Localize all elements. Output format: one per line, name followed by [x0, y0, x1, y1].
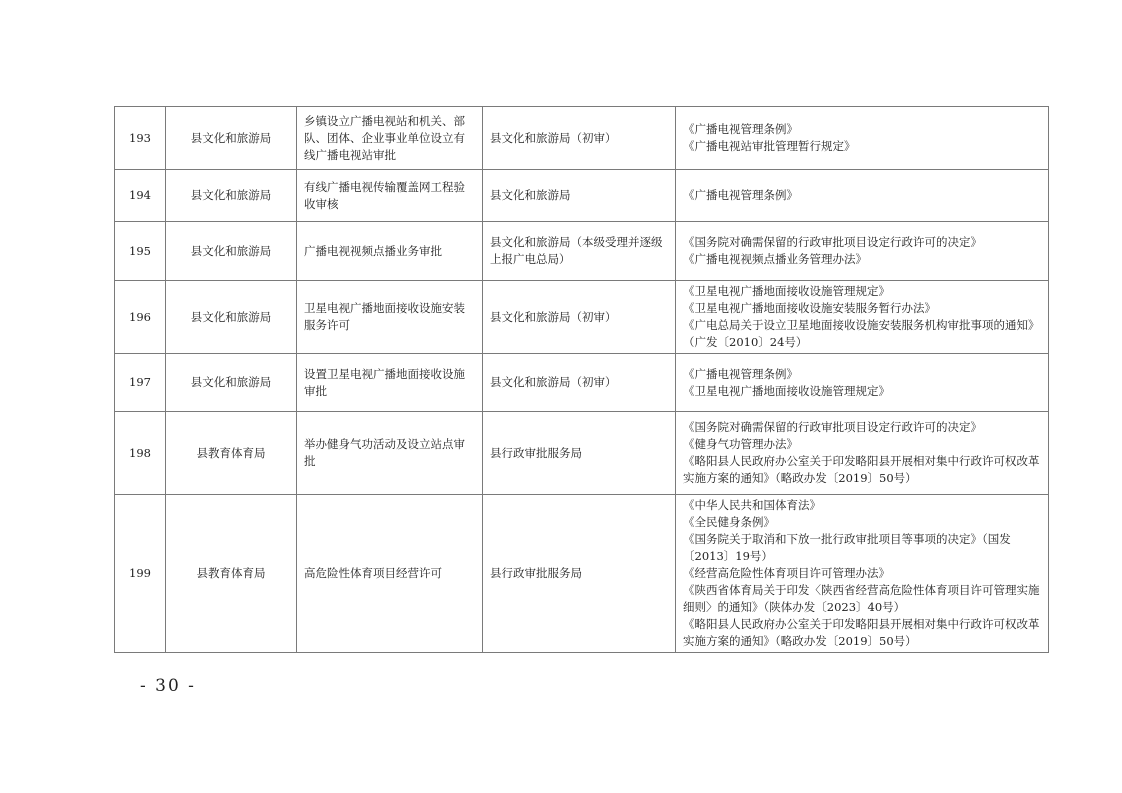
department-cell: 县文化和旅游局 — [166, 222, 297, 281]
legal-basis-cell — [676, 222, 1049, 281]
implementing-org-cell: 县行政审批服务局 — [483, 495, 676, 653]
legal-basis-line: 《广播电视管理条例》 — [683, 366, 798, 381]
legal-basis-line: 《经营高危险性体育项目许可管理办法》 — [683, 566, 890, 580]
row-number-cell: 193 — [115, 107, 166, 170]
legal-basis-line: 《国务院对确需保留的行政审批项目设定行政许可的决定》 — [683, 420, 982, 434]
department-cell: 县教育体育局 — [166, 495, 297, 653]
legal-basis-line: 《广播电视管理条例》 — [683, 188, 798, 202]
department-cell: 县文化和旅游局 — [166, 354, 297, 412]
row-number-cell: 194 — [115, 170, 166, 222]
legal-basis-line: 《国务院关于取消和下放一批行政审批项目等事项的决定》（国发〔2013〕19号） — [683, 532, 1011, 563]
page-number: - 30 - — [140, 676, 196, 696]
legal-basis-line: 《略阳县人民政府办公室关于印发略阳县开展相对集中行政许可权改革实施方案的通知》（略政办发〔2019〕50号） — [683, 617, 1040, 648]
implementing-org-cell: 县文化和旅游局（初审） — [483, 107, 676, 170]
table-row — [115, 495, 1049, 653]
legal-basis-line: 《卫星电视广播地面接收设施管理规定》 — [683, 284, 890, 298]
table-row — [115, 412, 1049, 495]
approval-item-cell: 设置卫星电视广播地面接收设施审批 — [297, 354, 483, 412]
approval-item-cell: 乡镇设立广播电视站和机关、部队、团体、企业事业单位设立有线广播电视站审批 — [297, 107, 483, 170]
legal-basis-cell — [676, 170, 1049, 222]
row-number-cell: 195 — [115, 222, 166, 281]
approval-item-cell: 有线广播电视传输覆盖网工程验收审核 — [297, 170, 483, 222]
legal-basis-cell — [676, 107, 1049, 170]
legal-basis-line: 《广播电视站审批管理暂行规定》 — [683, 139, 856, 153]
approval-item-cell: 举办健身气功活动及设立站点审批 — [297, 412, 483, 495]
legal-basis-line: 《略阳县人民政府办公室关于印发略阳县开展相对集中行政许可权改革实施方案的通知》（略政办发〔2019〕50号） — [683, 454, 1040, 485]
implementing-org-cell: 县文化和旅游局（初审） — [483, 354, 676, 412]
legal-basis-line: 《陕西省体育局关于印发〈陕西省经营高危险性体育项目许可管理实施细则〉的通知》（陕体办发〔2023〕40号） — [683, 583, 1040, 614]
approval-item-cell: 高危险性体育项目经营许可 — [297, 495, 483, 653]
legal-basis-line: 《卫星电视广播地面接收设施安装服务暂行办法》 — [683, 301, 936, 315]
implementing-org-cell: 县行政审批服务局 — [483, 412, 676, 495]
legal-basis-cell — [676, 495, 1049, 653]
legal-basis-cell — [676, 412, 1049, 495]
table-row — [115, 222, 1049, 281]
implementing-org-cell: 县文化和旅游局 — [483, 170, 676, 222]
legal-basis-line: 《中华人民共和国体育法》 — [683, 498, 821, 512]
row-number-cell: 197 — [115, 354, 166, 412]
legal-basis-cell — [676, 354, 1049, 412]
legal-basis-line: 《广播电视管理条例》 — [683, 122, 798, 136]
legal-basis-line: 《广播电视视频点播业务管理办法》 — [683, 252, 867, 266]
legal-basis-line: 《卫星电视广播地面接收设施管理规定》 — [683, 383, 890, 398]
department-cell: 县文化和旅游局 — [166, 281, 297, 354]
legal-basis-line: 《广电总局关于设立卫星地面接收设施安装服务机构审批事项的通知》（广发〔2010〕24号） — [683, 318, 1040, 349]
table-row — [115, 281, 1049, 354]
table-row — [115, 170, 1049, 222]
table-row — [115, 354, 1049, 412]
legal-basis-line: 《健身气功管理办法》 — [683, 437, 798, 451]
approval-item-cell: 广播电视视频点播业务审批 — [297, 222, 483, 281]
table-row — [115, 107, 1049, 170]
legal-basis-line: 《国务院对确需保留的行政审批项目设定行政许可的决定》 — [683, 235, 982, 249]
approval-item-cell: 卫星电视广播地面接收设施安装服务许可 — [297, 281, 483, 354]
row-number-cell: 198 — [115, 412, 166, 495]
approval-items-table — [114, 106, 1049, 653]
department-cell: 县教育体育局 — [166, 412, 297, 495]
legal-basis-cell — [676, 281, 1049, 354]
row-number-cell: 199 — [115, 495, 166, 653]
department-cell: 县文化和旅游局 — [166, 107, 297, 170]
row-number-cell: 196 — [115, 281, 166, 354]
implementing-org-cell: 县文化和旅游局（初审） — [483, 281, 676, 354]
implementing-org-cell: 县文化和旅游局（本级受理并逐级上报广电总局） — [483, 222, 676, 281]
department-cell: 县文化和旅游局 — [166, 170, 297, 222]
legal-basis-line: 《全民健身条例》 — [683, 515, 775, 529]
